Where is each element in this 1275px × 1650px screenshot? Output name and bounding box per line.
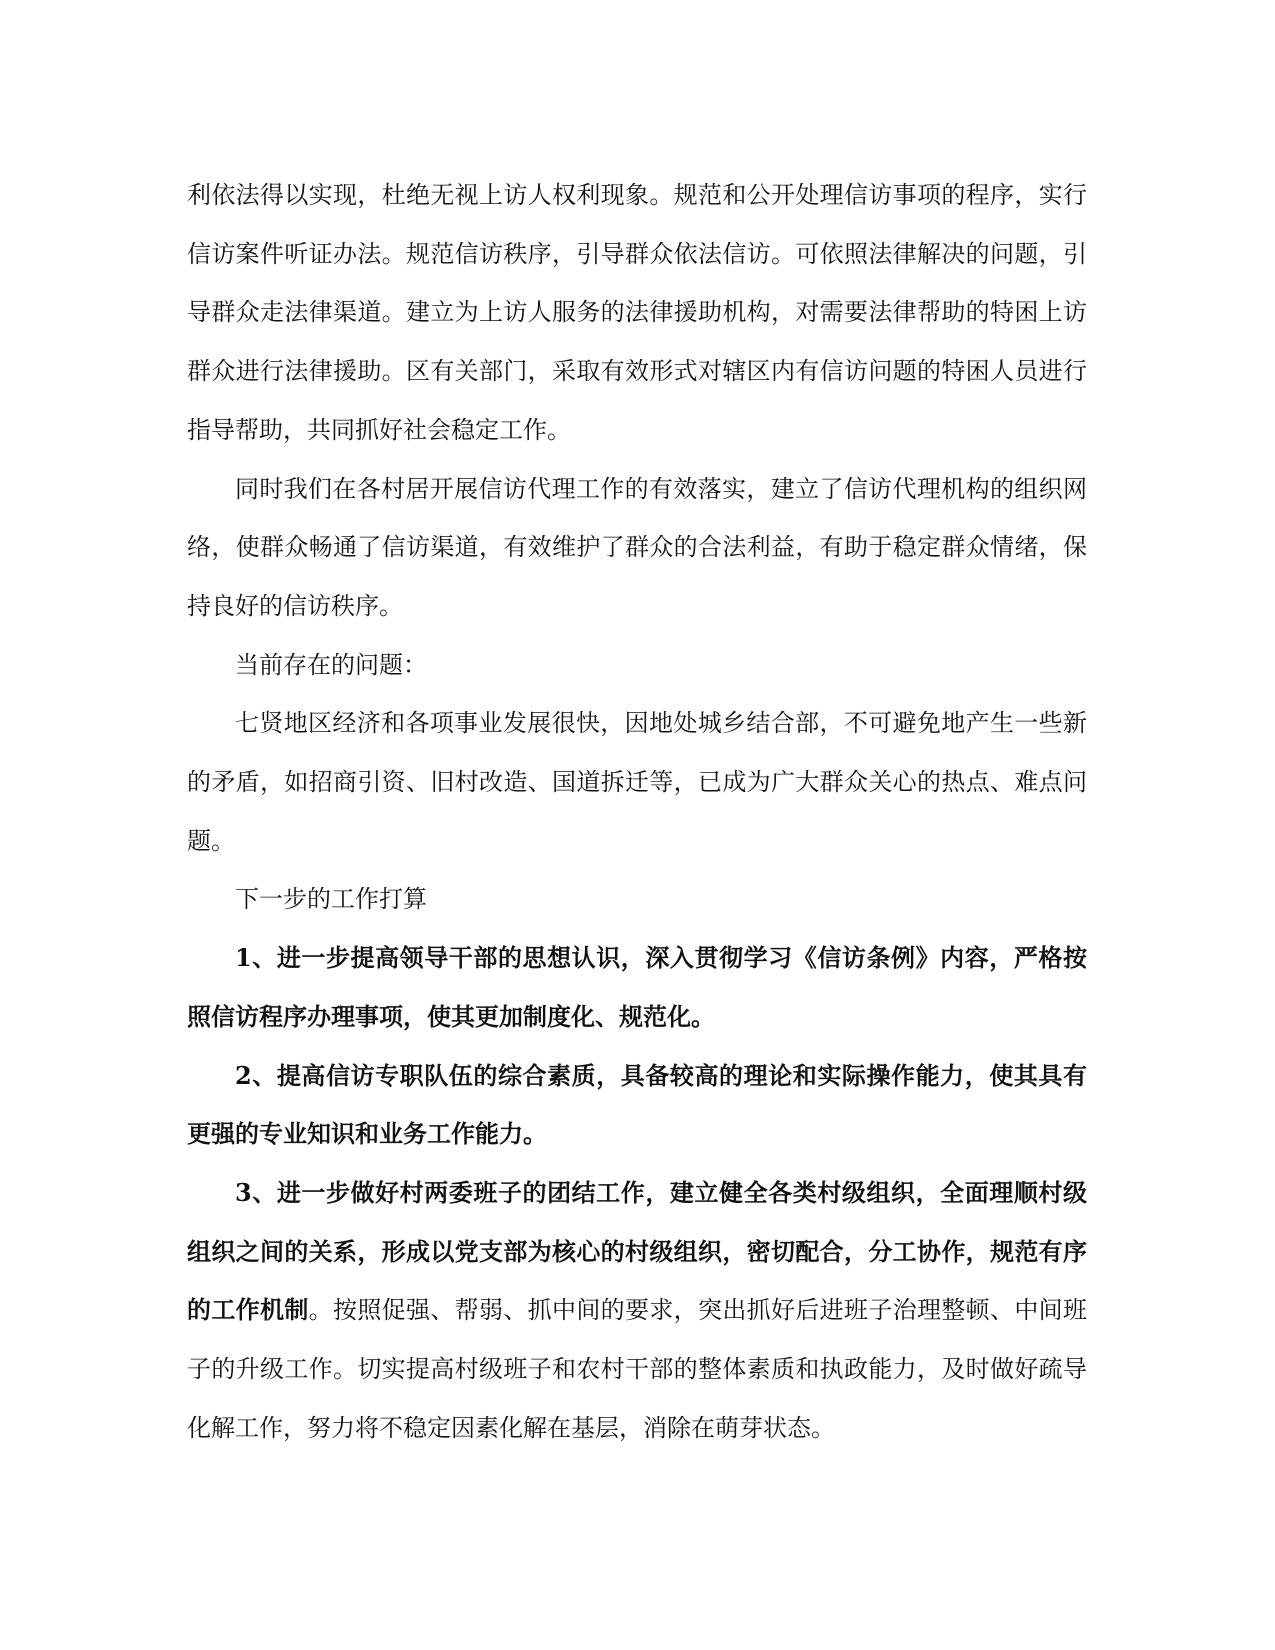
document-body	[187, 166, 1087, 1457]
paragraph-petition-agency: 同时我们在各村居开展信访代理工作的有效落实，建立了信访代理机构的组织网络，使群众畅通了信访渠道，有效维护了群众的合法利益，有助于稳定群众情绪，保持良好的信访秩序。	[187, 474, 1087, 620]
list-item-2: 2、提高信访专职队伍的综合素质，具备较高的理论和实际操作能力，使其具有更强的专业知识和业务工作能力。	[187, 1060, 1087, 1149]
list-item-3	[187, 1164, 1087, 1458]
paragraph-legal-aid: 利依法得以实现，杜绝无视上访人权利现象。规范和公开处理信访事项的程序，实行信访案件听证办法。规范信访秩序，引导群众依法信访。可依照法律解决的问题，引导群众走法律渠道。建立为上访人服务的法律援助机构，对需要法律帮助的特困上访群众进行法律援助。区有关部门，采取有效形式对辖区内有信访问题的特困人员进行指导帮助，共同抓好社会稳定工作。	[187, 181, 1087, 444]
paragraph-qixian-problems: 七贤地区经济和各项事业发展很快，因地处城乡结合部，不可避免地产生一些新的矛盾，如招商引资、旧村改造、国道拆迁等，已成为广大群众关心的热点、难点问题。	[187, 709, 1087, 855]
list-item-3-rest: 。按照促强、帮弱、抓中间的要求，突出抓好后进班子治理整顿、中间班子的升级工作。切实提高村级班子和农村干部的整体素质和执政能力，及时做好疏导化解工作，努力将不稳定因素化解在基层，消除在萌芽状态。	[187, 1296, 1088, 1442]
list-item-1: 1、进一步提高领导干部的思想认识，深入贯彻学习《信访条例》内容，严格按照信访程序办理事项，使其更加制度化、规范化。	[187, 943, 1087, 1031]
heading-current-problems: 当前存在的问题：	[235, 650, 427, 679]
list-item-3-bold: 3、进一步做好村两委班子的团结工作，建立健全各类村级组织，全面理顺村级组织之间的关系，形成以党支部为核心的村级组织，密切配合，分工协作，规范有序的工作机制	[187, 1177, 1087, 1325]
heading-next-steps: 下一步的工作打算	[235, 885, 427, 914]
